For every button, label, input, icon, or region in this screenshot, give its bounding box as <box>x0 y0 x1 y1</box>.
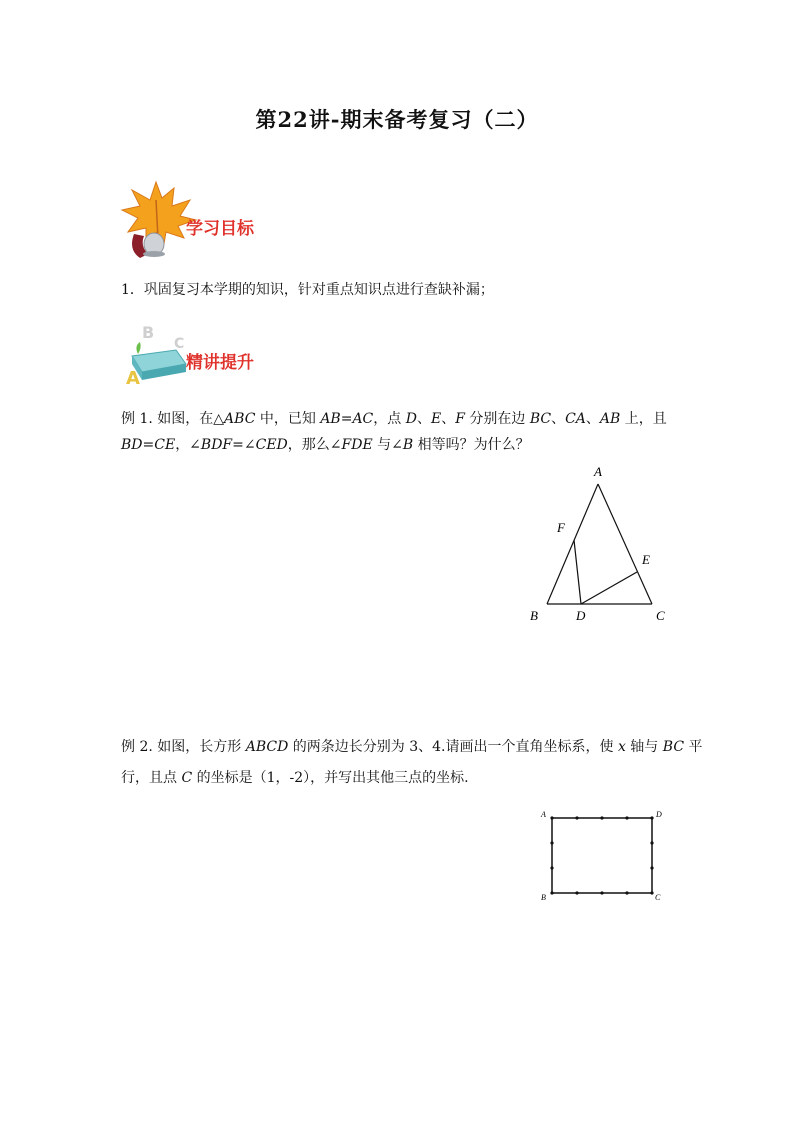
text-fragment: =∠ <box>232 437 256 453</box>
text-fragment: 的两条边长分别为 3、4.请画出一个直角坐标系，使 <box>288 739 618 755</box>
text-fragment: D <box>405 411 417 427</box>
svg-text:B: B <box>142 323 155 342</box>
text-fragment: AB=AC <box>320 411 374 427</box>
text-fragment: ，点 <box>373 411 406 427</box>
text-fragment: 平 <box>684 739 703 755</box>
text-fragment: ，那么∠ <box>287 437 342 453</box>
text-fragment: 分别在边 <box>464 411 530 427</box>
text-fragment: ABC <box>224 411 256 427</box>
text-fragment: BC <box>529 411 552 427</box>
text-fragment: FDE <box>341 437 373 453</box>
text-fragment: B <box>402 437 414 453</box>
label-b: B <box>541 893 546 902</box>
text-fragment: 轴与 <box>625 739 663 755</box>
label-b: B <box>530 608 538 623</box>
example2-line2 <box>121 765 469 792</box>
example2-line1 <box>121 734 702 761</box>
segment-de <box>581 572 637 604</box>
abc-book-icon <box>118 320 190 388</box>
svg-text:A: A <box>126 368 140 388</box>
label-a: A <box>594 464 602 479</box>
text-fragment: C <box>181 770 193 786</box>
text-fragment: CA <box>565 411 586 427</box>
example1-line2 <box>121 432 530 459</box>
text-fragment: 、 <box>551 411 566 427</box>
label-c: C <box>656 608 665 623</box>
text-fragment: 行，且点 <box>121 770 182 786</box>
segment-df <box>574 540 581 604</box>
text-fragment: E <box>430 411 442 427</box>
text-fragment: BD=CE <box>121 437 176 453</box>
text-fragment: 中，已知 <box>255 411 321 427</box>
text-fragment: ，∠ <box>175 437 201 453</box>
text-fragment: x <box>617 739 626 755</box>
label-d: D <box>576 608 586 623</box>
triangle-figure <box>520 460 680 630</box>
label-c: C <box>655 893 661 902</box>
side-ac <box>598 484 652 604</box>
text-fragment: ABCD <box>245 739 289 755</box>
side-ab <box>547 484 598 604</box>
example1-line1 <box>121 406 667 433</box>
text-fragment: 例 1. 如图，在△ <box>121 411 225 427</box>
text-fragment: 的坐标是（1，-2），并写出其他三点的坐标. <box>192 770 469 786</box>
text-fragment: 例 2. 如图，长方形 <box>121 739 246 755</box>
rectangle-figure <box>536 804 670 908</box>
text-fragment: AB <box>599 411 621 427</box>
text-fragment: 相等吗？为什么？ <box>413 437 530 453</box>
label-f: F <box>557 520 565 535</box>
text-fragment: 上，且 <box>620 411 667 427</box>
grid-dots <box>550 816 653 894</box>
text-fragment: BC <box>662 739 685 755</box>
svg-text:C: C <box>174 336 185 352</box>
text-fragment: 与∠ <box>372 437 403 453</box>
page-title: 第22讲-期末备考复习（二） <box>255 107 539 132</box>
text-fragment: F <box>455 411 465 427</box>
rectangle-abcd <box>552 818 652 893</box>
label-e: E <box>642 552 650 567</box>
text-fragment: CED <box>255 437 288 453</box>
section-label-lecture: 精讲提升 <box>186 353 254 373</box>
text-fragment: BDF <box>200 437 233 453</box>
text-fragment: 、 <box>416 411 431 427</box>
section-label-goals: 学习目标 <box>186 219 254 239</box>
goal-item-1: 1．巩固复习本学期的知识，针对重点知识点进行查缺补漏； <box>121 282 494 298</box>
text-fragment: 、 <box>441 411 456 427</box>
text-fragment: 、 <box>585 411 600 427</box>
label-d: D <box>656 810 662 819</box>
label-a: A <box>541 810 546 819</box>
